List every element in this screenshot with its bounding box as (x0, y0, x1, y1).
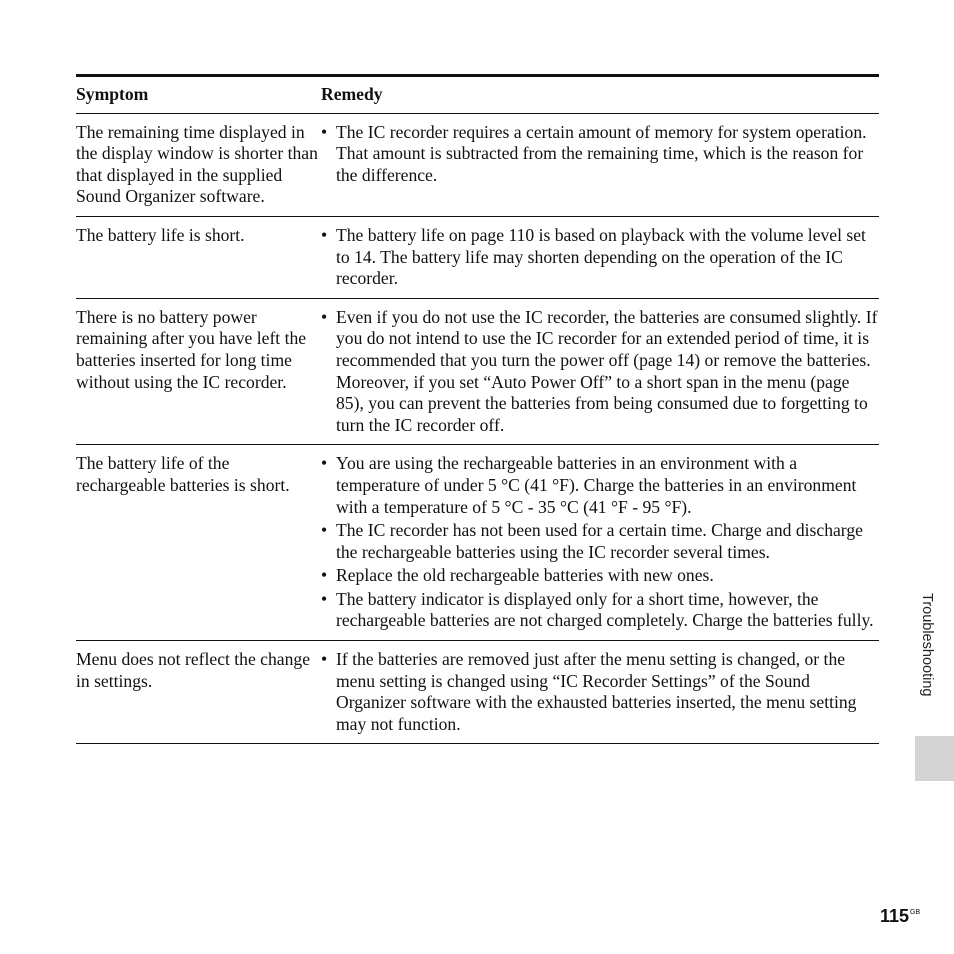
remedy-item: • The IC recorder requires a certain amount of memory for system operation. That amount is subtracted from the remaining time, which is the reason for the difference. (321, 122, 879, 187)
page-number-suffix: GB (910, 909, 921, 916)
section-tab-marker (915, 736, 954, 781)
remedy-item: • The battery life on page 110 is based on playback with the volume level set to 14. The battery life may shorten depending on the operation of the IC recorder. (321, 225, 879, 290)
remedy-cell (321, 649, 879, 735)
remedy-cell (321, 122, 879, 208)
header-remedy: Remedy (321, 84, 383, 104)
remedy-item: • The IC recorder has not been used for a certain time. Charge and discharge the rechargeable batteries using the IC recorder several times. (321, 520, 879, 563)
header-symptom: Symptom (76, 84, 149, 104)
remedy-cell (321, 225, 879, 290)
remedy-list (321, 225, 879, 290)
remedy-item: • Even if you do not use the IC recorder, the batteries are consumed slightly. If you do not intend to use the IC recorder for an extended period of time, it is recommended that you turn the power off (page 14) or remove the batteries. Moreover, if you set “Auto Power Off” to a short span in the menu (page 85), you can prevent the batteries from being consumed due to forgetting to turn the IC recorder off. (321, 307, 879, 437)
section-side-label: Troubleshooting (919, 593, 935, 697)
page-number (880, 906, 920, 927)
symptom-cell: The battery life of the rechargeable batteries is short. (76, 453, 290, 495)
remedy-item: • The battery indicator is displayed only for a short time, however, the rechargeable batteries are not charged completely. Charge the batteries fully. (321, 589, 879, 632)
remedy-item: • Replace the old rechargeable batteries with new ones. (321, 565, 879, 587)
remedy-list (321, 453, 879, 632)
remedy-item: • You are using the rechargeable batteries in an environment with a temperature of under 5 °C (41 °F). Charge the batteries in an environment with a temperature of 5 °C - 35 °C (41 °F - 95 °F). (321, 453, 879, 518)
remedy-list (321, 122, 879, 187)
table-header (76, 77, 879, 114)
remedy-cell (321, 453, 879, 632)
symptom-cell: The remaining time displayed in the display window is shorter than that displayed in the supplied Sound Organizer software. (76, 121, 318, 207)
page-number-value: 115 (880, 906, 910, 926)
troubleshooting-table (76, 74, 879, 744)
table-row (76, 445, 879, 641)
symptom-cell: There is no battery power remaining after you have left the batteries inserted for long time without using the IC recorder. (76, 306, 307, 392)
remedy-list (321, 649, 879, 735)
remedy-list (321, 307, 879, 437)
table-row (76, 217, 879, 299)
symptom-cell: The battery life is short. (76, 224, 245, 245)
remedy-cell (321, 307, 879, 437)
table-row (76, 641, 879, 744)
table-row (76, 114, 879, 217)
table-row (76, 299, 879, 446)
symptom-cell: Menu does not reflect the change in settings. (76, 649, 311, 691)
remedy-item: • If the batteries are removed just after the menu setting is changed, or the menu setting is changed using “IC Recorder Settings” of the Sound Organizer software with the exhausted batteries inserted, the menu setting may not function. (321, 649, 879, 735)
